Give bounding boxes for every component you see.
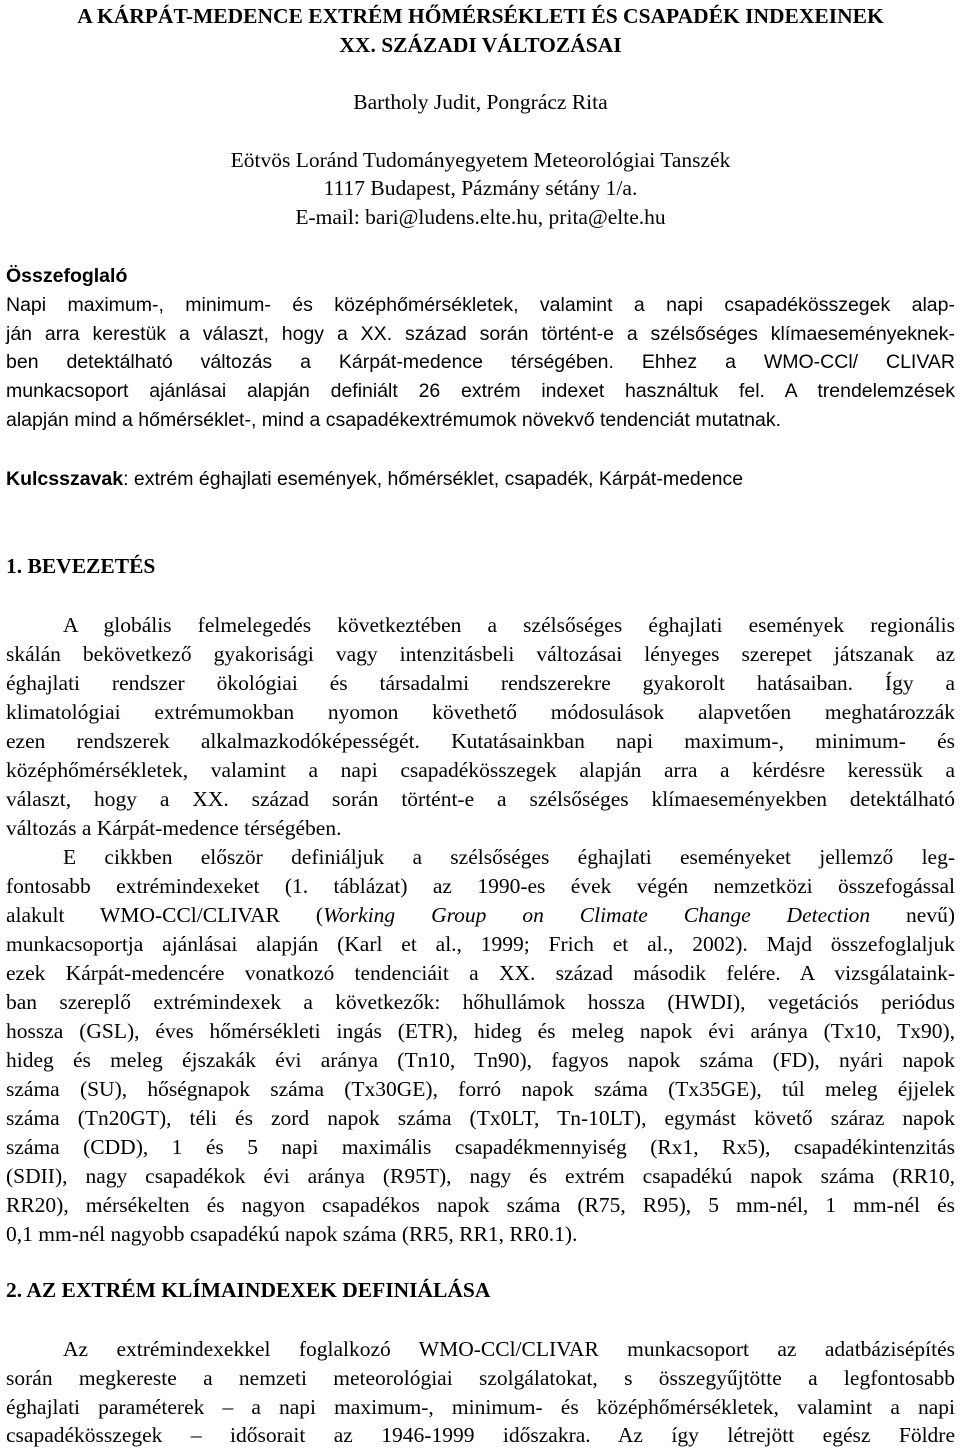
body-line: középhőmérsékletek, valamint a napi csapadékösszegek alapján arra a kérdésre keressük a <box>6 758 955 782</box>
section-2-heading: 2. AZ EXTRÉM KLÍMAINDEXEK DEFINIÁLÁSA <box>6 1278 491 1302</box>
body-line: 0,1 mm-nél nagyobb csapadékú napok száma (RR5, RR1, RR0.1). <box>6 1222 578 1246</box>
body-line: (SDII), nagy csapadékok évi aránya (R95T), nagy és extrém csapadékú napok száma (RR10, <box>6 1164 955 1188</box>
abstract-line: munkacsoport ajánlásai alapján definiált 26 extrém indexet használtuk fel. A trendelemzések <box>6 380 955 402</box>
abstract-line: ben detektálható változás a Kárpát-medence térségében. Ehhez a WMO-CCl/ CLIVAR <box>6 351 955 373</box>
address: 1117 Budapest, Pázmány sétány 1/a. <box>323 176 638 200</box>
body-line: csapadékösszegek – idősorait az 1946-1999 időszakra. Az így létrejött egész Földre <box>6 1423 955 1447</box>
keywords-line <box>6 465 955 493</box>
body-line: éghajlati paraméterek – a napi maximum-, minimum- és középhőmérsékletek, valamint a napi <box>6 1395 955 1419</box>
body-line: Az extrémindexekkel foglalkozó WMO-CCl/CLIVAR munkacsoport az adatbázisépítés <box>63 1337 955 1361</box>
working-group-name: Working Group on Climate Change Detection <box>323 903 871 927</box>
keywords-text: : extrém éghajlati események, hőmérséklet, csapadék, Kárpát-medence <box>123 468 744 490</box>
body-line: ezen rendszerek alkalmazkodóképességét. Kutatásainkban napi maximum-, minimum- és <box>6 729 955 753</box>
body-line: RR20), mérsékelten és nagyon csapadékos napok száma (R75, R95), 5 mm-nél, 1 mm-nél és <box>6 1193 955 1217</box>
abstract-line: Napi maximum-, minimum- és középhőmérsékletek, valamint a napi csapadékösszegek alap- <box>6 294 955 316</box>
paper-title-line-1: A KÁRPÁT-MEDENCE EXTRÉM HŐMÉRSÉKLETI ÉS CSAPADÉK INDEXEINEK <box>77 4 884 28</box>
body-line: során megkereste a nemzeti meteorológiai szolgálatokat, s összegyűjtötte a legfontosabb <box>6 1366 955 1390</box>
body-line: hossza (GSL), éves hőmérsékleti ingás (ETR), hideg és meleg napok évi aránya (Tx10, Tx90), <box>6 1019 955 1043</box>
affiliation: Eötvös Loránd Tudományegyetem Meteorológiai Tanszék <box>230 148 731 172</box>
authors: Bartholy Judit, Pongrácz Rita <box>353 90 608 114</box>
body-line: hideg és meleg éjszakák évi aránya (Tn10, Tn90), fagyos napok száma (FD), nyári napok <box>6 1048 955 1072</box>
body-line: száma (SU), hőségnapok száma (Tx30GE), forró napok száma (Tx35GE), túl meleg éjjelek <box>6 1077 955 1101</box>
body-line: száma (CDD), 1 és 5 napi maximális csapadékmennyiség (Rx1, Rx5), csapadékintenzitás <box>6 1135 955 1159</box>
email-line: E-mail: bari@ludens.elte.hu, prita@elte.hu <box>295 205 666 229</box>
section-1-heading: 1. BEVEZETÉS <box>6 554 156 578</box>
body-line: E cikkben először definiáljuk a szélsőséges éghajlati eseményeket jellemző leg- <box>63 845 955 869</box>
text-run: nevű) <box>870 903 956 927</box>
body-line: ban szereplő extrémindexek a következők: hőhullámok hossza (HWDI), vegetációs periódus <box>6 990 955 1014</box>
text-run: alakult WMO-CCl/CLIVAR ( <box>6 903 324 927</box>
body-line: ezek Kárpát-medencére vonatkozó tendenciáit a XX. század második felére. A vizsgálataink- <box>6 961 955 985</box>
abstract-heading: Összefoglaló <box>6 265 128 287</box>
body-line: A globális felmelegedés következtében a szélsőséges éghajlati események regionális <box>63 613 955 637</box>
body-line: fontosabb extrémindexeket (1. táblázat) az 1990-es évek végén nemzetközi összefogással <box>6 874 955 898</box>
keywords-label: Kulcsszavak <box>6 468 124 490</box>
abstract-line: ján arra kerestük a választ, hogy a XX. század során történt-e a szélsőséges klímaeseményeknek- <box>6 323 955 345</box>
abstract-line: alapján mind a hőmérséklet-, mind a csapadékextrémumok növekvő tendenciát mutatnak. <box>6 409 781 431</box>
body-line: skálán bekövetkező gyakorisági vagy intenzitásbeli változásai lényeges szerepet játszanak az <box>6 642 955 666</box>
body-line: választ, hogy a XX. század során történt-e a szélsőséges klímaeseményekben detektálható <box>6 787 955 811</box>
body-line-with-italic <box>6 901 955 929</box>
body-line: száma (Tn20GT), téli és zord napok száma (Tx0LT, Tn-10LT), egymást követő száraz napok <box>6 1106 955 1130</box>
paper-title-line-2: XX. SZÁZADI VÁLTOZÁSAI <box>339 33 622 57</box>
body-line: klimatológiai extrémumokban nyomon követhető módosulások alapvetően meghatározzák <box>6 700 955 724</box>
body-line: változás a Kárpát-medence térségében. <box>6 816 342 840</box>
body-line: munkacsoportja ajánlásai alapján (Karl et al., 1999; Frich et al., 2002). Majd összefoglaljuk <box>6 932 955 956</box>
body-line: éghajlati rendszer ökológiai és társadalmi rendszerekre gyakorolt hatásaiban. Így a <box>6 671 955 695</box>
